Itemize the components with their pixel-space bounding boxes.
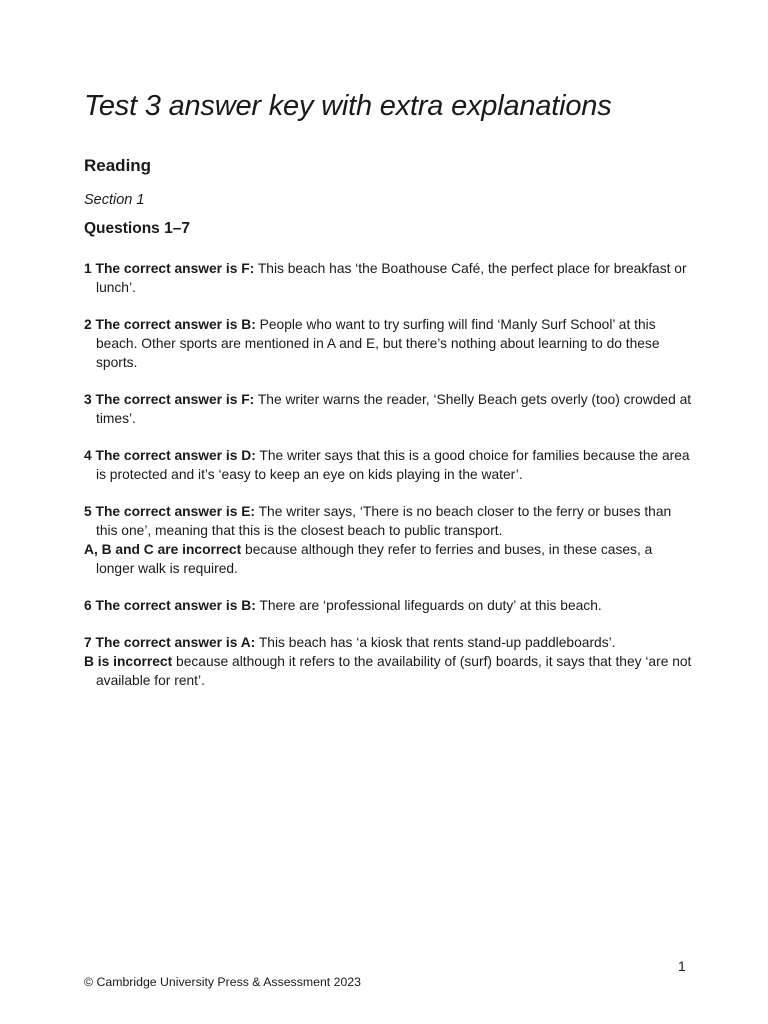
answer-number: 3 bbox=[84, 392, 92, 407]
answer-number: 2 bbox=[84, 317, 92, 332]
incorrect-lead: B is incorrect bbox=[84, 654, 173, 669]
answer-number: 7 bbox=[84, 635, 92, 650]
incorrect-lead: A, B and C are incorrect bbox=[84, 542, 242, 557]
answer-lead: The correct answer is B: bbox=[95, 317, 256, 332]
copyright-footer: © Cambridge University Press & Assessment 2023 bbox=[84, 975, 361, 989]
answer-item-2 bbox=[84, 315, 694, 372]
answer-number: 5 bbox=[84, 504, 92, 519]
answer-lead: The correct answer is B: bbox=[95, 598, 256, 613]
page-number: 1 bbox=[678, 958, 686, 974]
answer-item-7 bbox=[84, 633, 694, 690]
answer-lead: The correct answer is E: bbox=[95, 504, 256, 519]
questions-heading: Questions 1–7 bbox=[84, 220, 190, 237]
answer-explanation: This beach has ‘the Boathouse Café, the perfect place for breakfast or lunch’. bbox=[96, 261, 687, 295]
answer-explanation: The writer says that this is a good choice for families because the area is protected and it’s ‘easy to keep an eye on kids playing in the water’. bbox=[96, 448, 690, 482]
answer-number: 6 bbox=[84, 598, 92, 613]
answer-number: 1 bbox=[84, 261, 92, 276]
answer-item-4 bbox=[84, 446, 694, 484]
page-title: Test 3 answer key with extra explanations bbox=[84, 90, 612, 122]
answer-item-1 bbox=[84, 259, 694, 297]
incorrect-explanation: because although it refers to the availability of (surf) boards, it says that they ‘are not available for rent’. bbox=[96, 654, 692, 688]
answer-item-3 bbox=[84, 390, 694, 428]
answer-explanation: There are ‘professional lifeguards on duty’ at this beach. bbox=[259, 598, 602, 613]
answer-item-5 bbox=[84, 502, 694, 578]
subsection-heading: Section 1 bbox=[84, 192, 145, 208]
answer-explanation: People who want to try surfing will find ‘Manly Surf School’ at this beach. Other sports are mentioned in A and E, but there’s nothing about learning to do these sports. bbox=[96, 317, 660, 370]
answer-list bbox=[84, 259, 694, 708]
answer-lead: The correct answer is F: bbox=[95, 261, 255, 276]
answer-lead: The correct answer is A: bbox=[95, 635, 256, 650]
answer-number: 4 bbox=[84, 448, 92, 463]
section-heading: Reading bbox=[84, 156, 152, 175]
answer-explanation: The writer warns the reader, ‘Shelly Beach gets overly (too) crowded at times’. bbox=[96, 392, 692, 426]
answer-lead: The correct answer is F: bbox=[95, 392, 255, 407]
answer-explanation: This beach has ‘a kiosk that rents stand-up paddleboards’. bbox=[258, 635, 616, 650]
incorrect-explanation: because although they refer to ferries and buses, in these cases, a longer walk is required. bbox=[96, 542, 653, 576]
answer-item-6 bbox=[84, 596, 694, 615]
answer-lead: The correct answer is D: bbox=[95, 448, 256, 463]
incorrect-note bbox=[84, 652, 694, 690]
incorrect-note bbox=[84, 540, 694, 578]
answer-explanation: The writer says, ‘There is no beach closer to the ferry or buses than this one’, meaning that this is the closest beach to public transport. bbox=[96, 504, 672, 538]
